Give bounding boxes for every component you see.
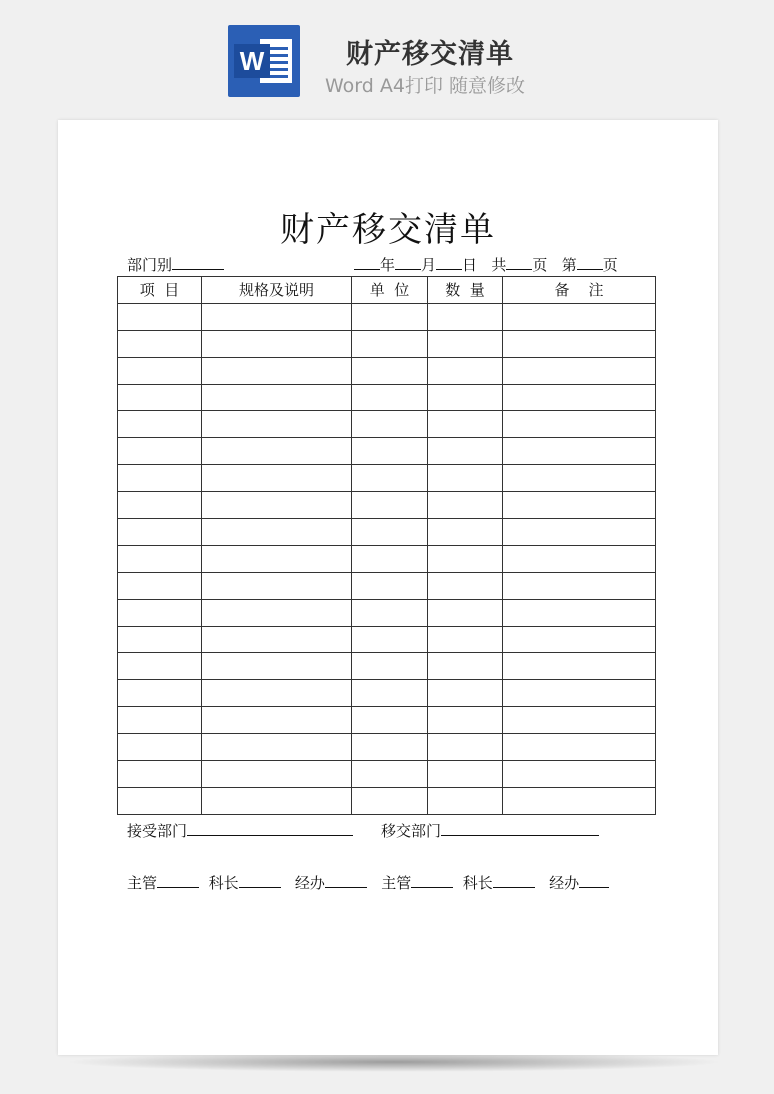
table-cell[interactable]	[352, 680, 428, 707]
month-blank[interactable]	[395, 255, 421, 270]
table-cell[interactable]	[503, 465, 656, 492]
day-blank[interactable]	[436, 255, 462, 270]
table-cell[interactable]	[352, 787, 428, 814]
table-cell[interactable]	[202, 492, 352, 519]
year-label: 年	[380, 256, 396, 274]
table-cell[interactable]	[118, 384, 202, 411]
header	[0, 0, 774, 110]
table-cell[interactable]	[428, 384, 503, 411]
table-cell[interactable]	[503, 761, 656, 788]
transfer-label: 移交部门	[381, 822, 442, 840]
table-cell[interactable]	[503, 438, 656, 465]
table-cell[interactable]	[202, 680, 352, 707]
dept-blank[interactable]	[172, 255, 224, 270]
word-letter: W	[234, 44, 270, 78]
table-cell[interactable]	[503, 384, 656, 411]
table-cell[interactable]	[428, 411, 503, 438]
table-cell[interactable]	[428, 545, 503, 572]
table-cell[interactable]	[428, 519, 503, 546]
table-cell[interactable]	[118, 492, 202, 519]
table-cell[interactable]	[118, 330, 202, 357]
table-cell[interactable]	[118, 626, 202, 653]
table-row	[118, 734, 656, 761]
table-cell[interactable]	[352, 411, 428, 438]
total-blank[interactable]	[506, 255, 532, 270]
table-header-row	[118, 277, 656, 304]
table-cell[interactable]	[503, 303, 656, 330]
table-cell[interactable]	[428, 438, 503, 465]
receive-blank[interactable]	[187, 821, 353, 836]
table-row	[118, 761, 656, 788]
document-title: 财产移交清单	[280, 210, 496, 250]
table-cell[interactable]	[352, 303, 428, 330]
table-cell[interactable]	[503, 572, 656, 599]
table-cell[interactable]	[352, 626, 428, 653]
table-cell[interactable]	[428, 465, 503, 492]
dept-label: 部门别	[127, 256, 173, 274]
table-cell[interactable]	[202, 465, 352, 492]
table-cell[interactable]	[352, 599, 428, 626]
table-row	[118, 599, 656, 626]
sig-label: 经办	[549, 874, 580, 892]
table-cell[interactable]	[428, 761, 503, 788]
table-cell[interactable]	[503, 626, 656, 653]
table-cell[interactable]	[503, 330, 656, 357]
table-cell[interactable]	[352, 545, 428, 572]
table-cell[interactable]	[428, 599, 503, 626]
table-cell[interactable]	[202, 330, 352, 357]
table-cell[interactable]	[352, 761, 428, 788]
table-cell[interactable]	[352, 572, 428, 599]
transfer-line	[381, 820, 599, 841]
table-cell[interactable]	[118, 572, 202, 599]
table-cell[interactable]	[118, 545, 202, 572]
col-header: 规格及说明	[202, 277, 352, 304]
table-cell[interactable]	[202, 599, 352, 626]
table-cell[interactable]	[202, 572, 352, 599]
table-row	[118, 626, 656, 653]
table-row	[118, 707, 656, 734]
table-cell[interactable]	[428, 680, 503, 707]
sig-blank[interactable]	[579, 873, 609, 888]
transfer-blank[interactable]	[441, 821, 599, 836]
sig-blank[interactable]	[411, 873, 453, 888]
table-cell[interactable]	[428, 492, 503, 519]
table-cell[interactable]	[352, 384, 428, 411]
table-cell[interactable]	[202, 438, 352, 465]
table-cell[interactable]	[428, 572, 503, 599]
table-cell[interactable]	[118, 519, 202, 546]
table-row	[118, 519, 656, 546]
table-row	[118, 384, 656, 411]
table-cell[interactable]	[503, 545, 656, 572]
table-cell[interactable]	[352, 492, 428, 519]
document-page	[58, 120, 718, 1055]
page-label-2: 页	[602, 256, 618, 274]
table-cell[interactable]	[118, 411, 202, 438]
date-line	[354, 254, 618, 275]
table-cell[interactable]	[428, 787, 503, 814]
sig-label: 主管	[127, 874, 158, 892]
table-row	[118, 438, 656, 465]
table-cell[interactable]	[428, 303, 503, 330]
table-cell[interactable]	[202, 626, 352, 653]
table-cell[interactable]	[503, 680, 656, 707]
table-row	[118, 787, 656, 814]
table-cell[interactable]	[428, 330, 503, 357]
table-cell[interactable]	[428, 707, 503, 734]
table-cell[interactable]	[202, 303, 352, 330]
dept-line	[127, 254, 224, 275]
sig-label: 主管	[381, 874, 412, 892]
table-cell[interactable]	[202, 357, 352, 384]
col-header: 单 位	[352, 277, 428, 304]
table-row	[118, 465, 656, 492]
table-cell[interactable]	[503, 357, 656, 384]
table-row	[118, 357, 656, 384]
table-cell[interactable]	[352, 330, 428, 357]
table-cell[interactable]	[202, 519, 352, 546]
table-cell[interactable]	[428, 357, 503, 384]
table-cell[interactable]	[428, 626, 503, 653]
sig-label: 经办	[294, 874, 325, 892]
table-cell[interactable]	[352, 734, 428, 761]
table-cell[interactable]	[118, 465, 202, 492]
month-label: 月	[421, 256, 437, 274]
table-cell[interactable]	[352, 653, 428, 680]
table-row	[118, 653, 656, 680]
table-cell[interactable]	[118, 680, 202, 707]
table-row	[118, 330, 656, 357]
table-cell[interactable]	[202, 653, 352, 680]
sig-label: 科长	[462, 874, 493, 892]
page-label: 页	[532, 256, 548, 274]
table-cell[interactable]	[503, 787, 656, 814]
table-cell[interactable]	[202, 787, 352, 814]
table-cell[interactable]	[202, 707, 352, 734]
table-cell[interactable]	[503, 599, 656, 626]
table-cell[interactable]	[118, 303, 202, 330]
table-cell[interactable]	[352, 707, 428, 734]
total-label: 共	[491, 256, 507, 274]
sig-blank[interactable]	[493, 873, 535, 888]
table-cell[interactable]	[118, 734, 202, 761]
table-cell[interactable]	[503, 734, 656, 761]
day-label: 日	[462, 256, 478, 274]
header-subtitle: Word A4打印 随意修改	[325, 75, 526, 97]
nth-blank[interactable]	[577, 255, 603, 270]
signature-line	[127, 872, 609, 893]
table-row	[118, 411, 656, 438]
table-cell[interactable]	[352, 465, 428, 492]
receive-line	[127, 820, 353, 841]
sig-blank[interactable]	[239, 873, 281, 888]
table-cell[interactable]	[428, 734, 503, 761]
page-shadow	[64, 1052, 724, 1072]
table-cell[interactable]	[118, 357, 202, 384]
table-cell[interactable]	[352, 519, 428, 546]
word-icon	[228, 25, 300, 97]
col-header: 数 量	[428, 277, 503, 304]
table-cell[interactable]	[118, 599, 202, 626]
table-cell[interactable]	[428, 653, 503, 680]
table-row	[118, 572, 656, 599]
table-cell[interactable]	[352, 357, 428, 384]
table-cell[interactable]	[202, 761, 352, 788]
table-cell[interactable]	[503, 519, 656, 546]
table-cell[interactable]	[118, 761, 202, 788]
table-cell[interactable]	[118, 707, 202, 734]
table-cell[interactable]	[118, 653, 202, 680]
col-header: 备 注	[503, 277, 656, 304]
receive-label: 接受部门	[127, 822, 188, 840]
transfer-table	[117, 276, 656, 815]
table-cell[interactable]	[352, 438, 428, 465]
table-cell[interactable]	[202, 545, 352, 572]
nth-label: 第	[561, 256, 577, 274]
table-cell[interactable]	[118, 438, 202, 465]
table-cell[interactable]	[118, 787, 202, 814]
col-header: 项 目	[118, 277, 202, 304]
sig-blank[interactable]	[157, 873, 199, 888]
sig-blank[interactable]	[325, 873, 367, 888]
table-row	[118, 545, 656, 572]
year-blank[interactable]	[354, 255, 380, 270]
table-cell[interactable]	[503, 653, 656, 680]
table-cell[interactable]	[202, 734, 352, 761]
table-cell[interactable]	[202, 411, 352, 438]
table-row	[118, 492, 656, 519]
table-cell[interactable]	[503, 707, 656, 734]
table-row	[118, 680, 656, 707]
table-row	[118, 303, 656, 330]
table-cell[interactable]	[202, 384, 352, 411]
sig-label: 科长	[208, 874, 239, 892]
table-cell[interactable]	[503, 492, 656, 519]
header-title: 财产移交清单	[346, 39, 514, 70]
table-cell[interactable]	[503, 411, 656, 438]
